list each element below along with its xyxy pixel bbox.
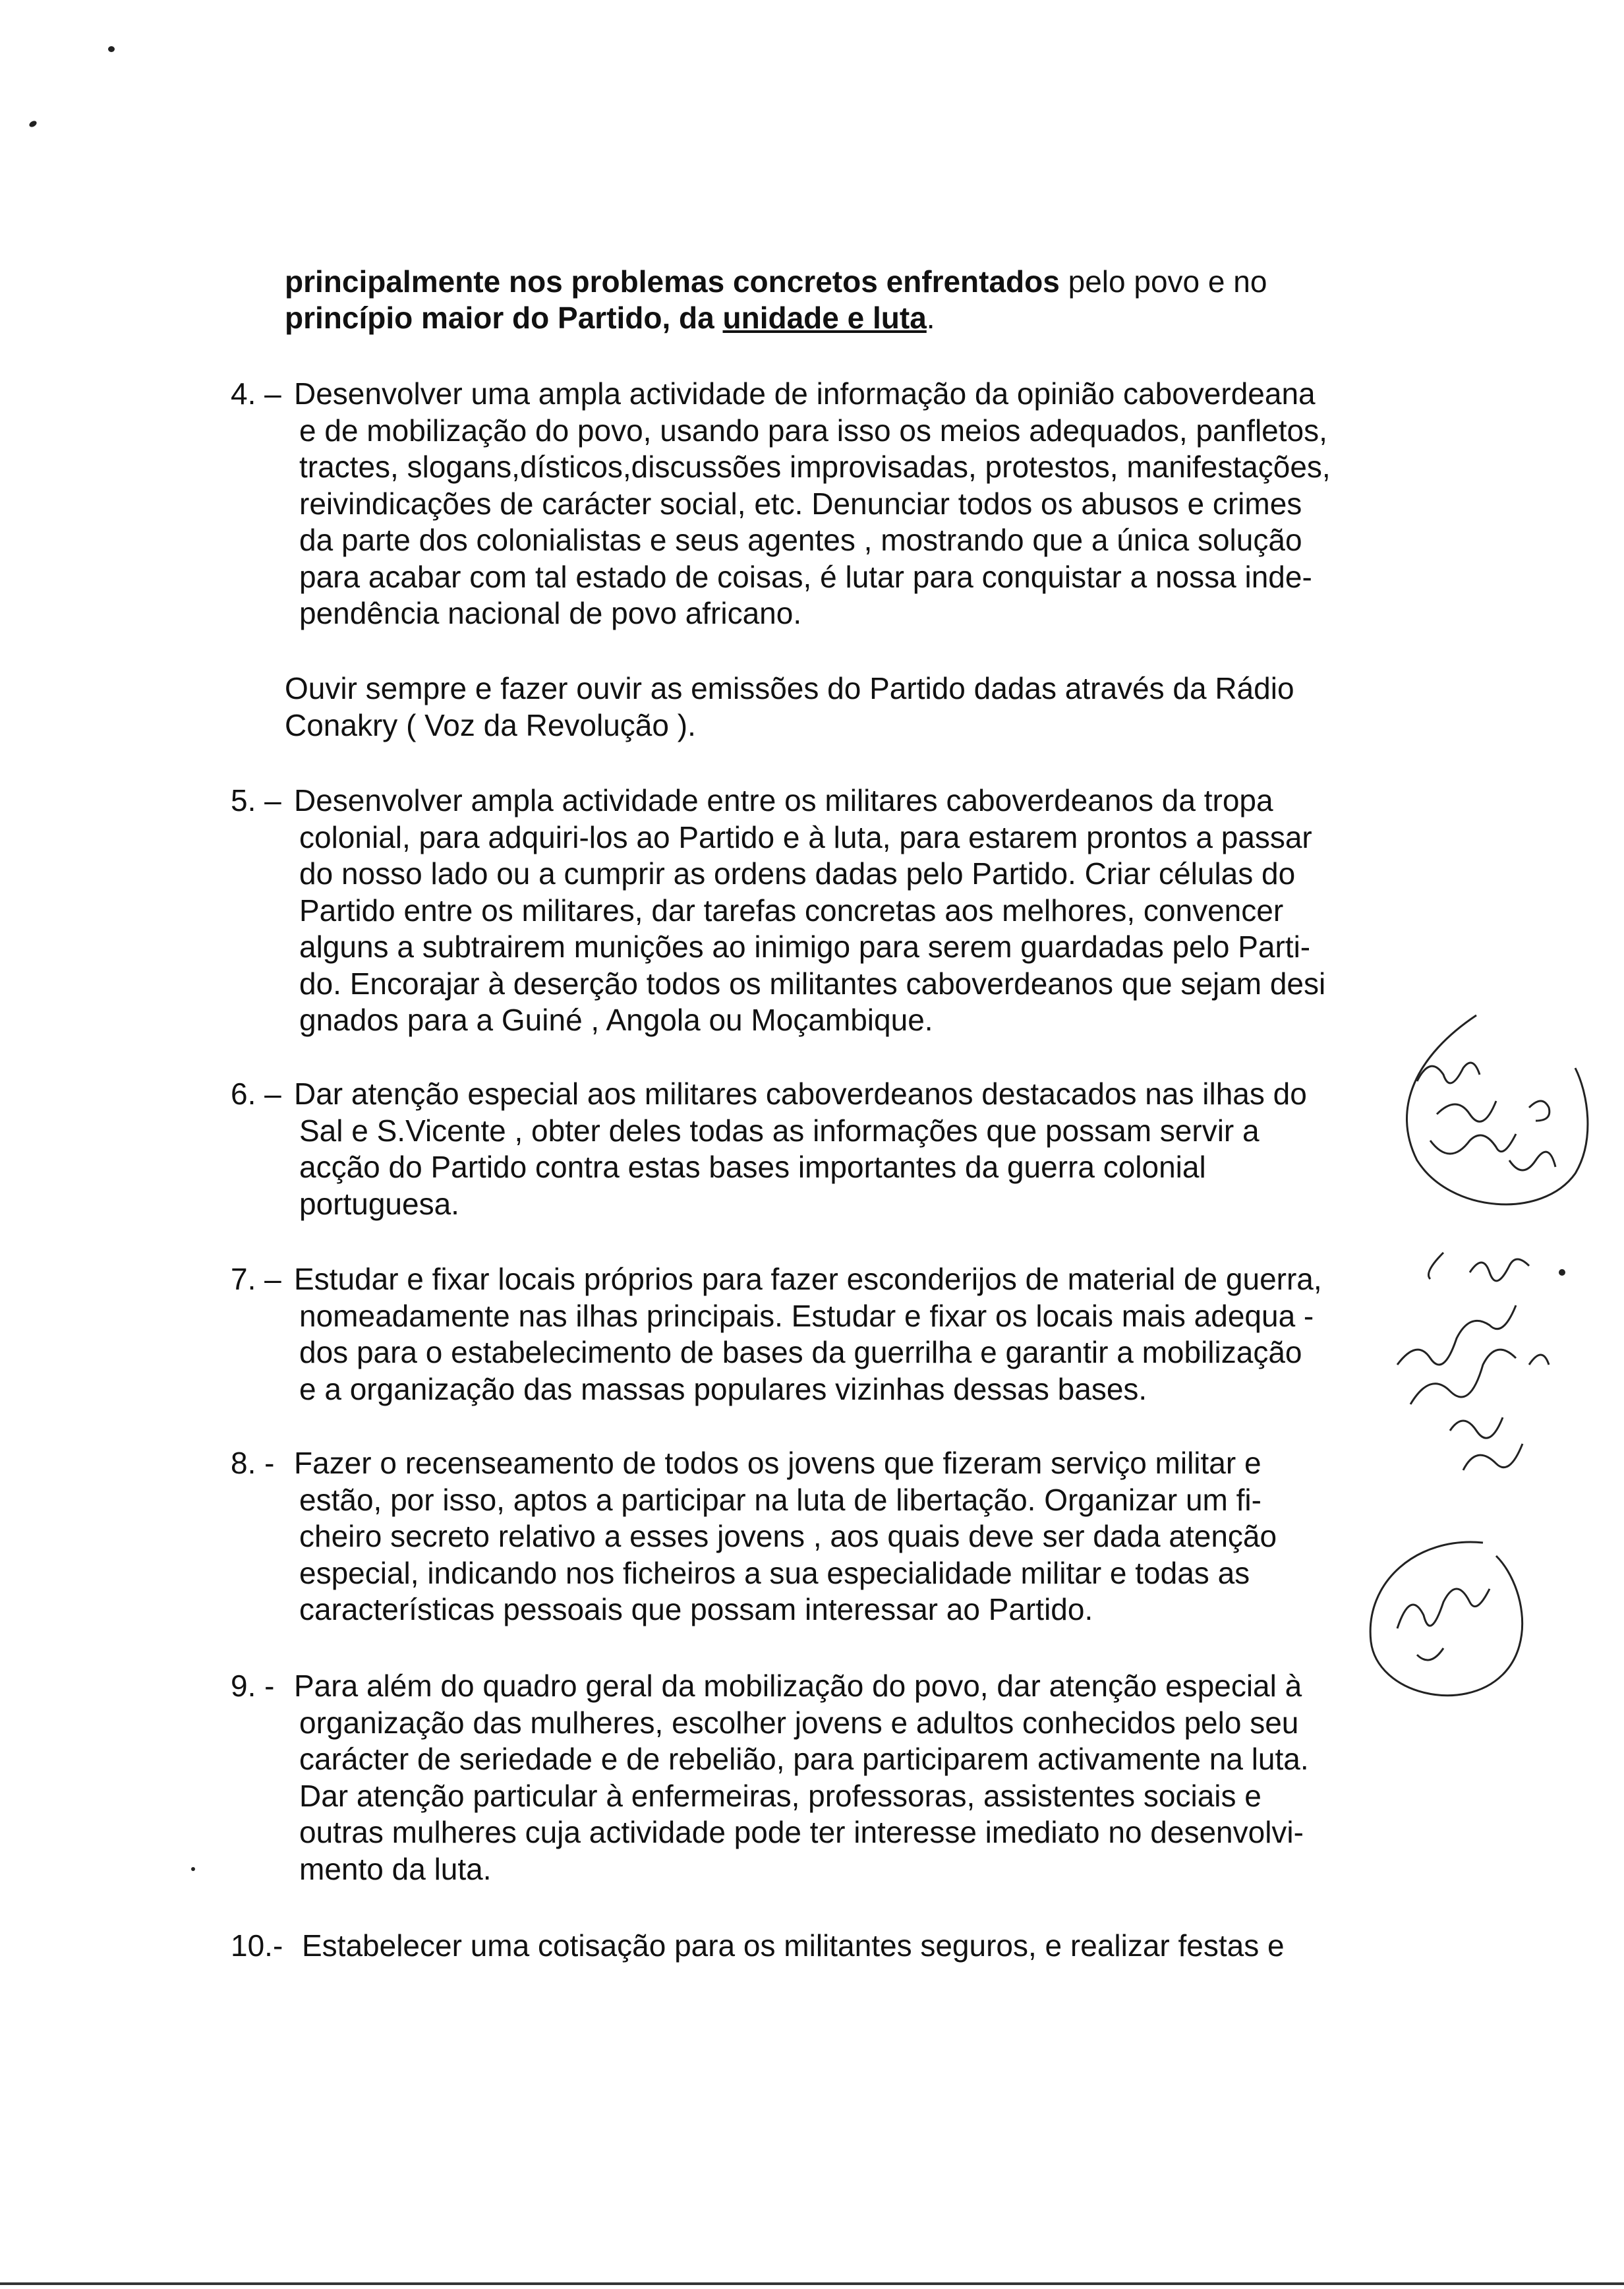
item-number: 8. - <box>231 1446 275 1480</box>
item-line: mento da luta. <box>299 1851 492 1886</box>
handwritten-annotation-circle-top <box>1378 1009 1602 1233</box>
item-line: e de mobilização do povo, usando para isso os meios adequados, panfletos, <box>299 413 1327 448</box>
item-body <box>294 1668 1428 1888</box>
intro-line-1 <box>285 264 1405 300</box>
intro-line-2 <box>285 300 1405 336</box>
item-body <box>302 1928 1436 1965</box>
intro-line-2-bold: princípio maior do Partido, da <box>285 301 723 335</box>
item-line: da parte dos colonialistas e seus agentes , mostrando que a única solução <box>299 523 1302 557</box>
item-line: especial, indicando nos ficheiros a sua especialidade militar e todas as <box>299 1555 1250 1590</box>
item-body <box>294 783 1428 1039</box>
item-line: Dar atenção particular à enfermeiras, professoras, assistentes sociais e <box>299 1778 1262 1813</box>
item-number: 9. - <box>231 1669 275 1703</box>
item-line: reivindicações de carácter social, etc. Denunciar todos os abusos e crimes <box>299 486 1302 521</box>
item-number: 6. – <box>231 1077 281 1111</box>
radio-paragraph <box>285 670 1405 744</box>
item-line: outras mulheres cuja actividade pode ter interesse imediato no desenvolvi- <box>299 1815 1304 1849</box>
item-line: do. Encorajar à deserção todos os militantes caboverdeanos que sejam desi <box>299 966 1326 1001</box>
paragraph-line: Conakry ( Voz da Revolução ). <box>285 707 696 742</box>
item-body <box>294 1445 1428 1628</box>
item-line: características pessoais que possam interessar ao Partido. <box>299 1592 1093 1626</box>
item-line: Para além do quadro geral da mobilização do povo, dar atenção especial à <box>294 1669 1302 1703</box>
paragraph-line: Ouvir sempre e fazer ouvir as emissões do Partido dadas através da Rádio <box>285 671 1294 705</box>
intro-line-1-rest: pelo povo e no <box>1059 264 1267 299</box>
item-line: estão, por isso, aptos a participar na luta de libertação. Organizar um fi- <box>299 1482 1262 1517</box>
item-body <box>294 376 1428 632</box>
item-line: alguns a subtrairem munições ao inimigo para serem guardadas pelo Parti- <box>299 930 1311 964</box>
item-line: do nosso lado ou a cumprir as ordens dadas pelo Partido. Criar células do <box>299 856 1296 891</box>
scan-speck <box>108 46 115 52</box>
item-line: e a organização das massas populares vizinhas dessas bases. <box>299 1371 1147 1406</box>
item-line: portuguesa. <box>299 1186 459 1221</box>
item-line: Sal e S.Vicente , obter deles todas as informações que possam servir a <box>299 1113 1260 1148</box>
item-line: para acabar com tal estado de coisas, é lutar para conquistar a nossa inde- <box>299 559 1312 594</box>
scan-bottom-edge <box>0 2282 1624 2285</box>
item-line: Estabelecer uma cotisação para os militantes seguros, e realizar festas e <box>302 1928 1285 1963</box>
item-line: gnados para a Guiné , Angola ou Moçambique. <box>299 1003 933 1037</box>
item-body <box>294 1076 1428 1222</box>
item-line: organização das mulheres, escolher jovens e adultos conhecidos pelo seu <box>299 1705 1299 1740</box>
item-line: Desenvolver ampla actividade entre os militares caboverdeanos da tropa <box>294 783 1273 818</box>
handwritten-annotation-circle-bottom <box>1351 1530 1549 1727</box>
scan-speck <box>191 1867 195 1871</box>
item-number: 5. – <box>231 783 281 818</box>
item-line: pendência nacional de povo africano. <box>299 596 802 630</box>
intro-paragraph <box>285 264 1405 336</box>
item-line: nomeadamente nas ilhas principais. Estudar e fixar os locais mais adequa - <box>299 1298 1314 1333</box>
item-line: Estudar e fixar locais próprios para fazer esconderijos de material de guerra, <box>294 1262 1322 1296</box>
item-body <box>294 1261 1428 1408</box>
item-number: 10.- <box>231 1928 283 1963</box>
handwritten-annotation-margin-notes <box>1371 1233 1582 1562</box>
item-line: tractes, slogans,dísticos,discussões improvisadas, protestos, manifestações, <box>299 450 1331 484</box>
item-line: carácter de seriedade e de rebelião, para participarem activamente na luta. <box>299 1742 1309 1776</box>
scan-speck <box>28 120 38 129</box>
item-line: Partido entre os militares, dar tarefas concretas aos melhores, convencer <box>299 893 1284 928</box>
intro-line-2-underlined: unidade e luta <box>722 301 927 335</box>
item-number: 7. – <box>231 1262 281 1296</box>
item-line: Dar atenção especial aos militares caboverdeanos destacados nas ilhas do <box>294 1077 1307 1111</box>
intro-line-2-end: . <box>926 301 935 335</box>
intro-line-1-bold: principalmente nos problemas concretos enfrentados <box>285 264 1060 299</box>
item-line: cheiro secreto relativo a esses jovens , aos quais deve ser dada atenção <box>299 1519 1277 1553</box>
item-number: 4. – <box>231 376 281 411</box>
item-line: Fazer o recenseamento de todos os jovens que fizeram serviço militar e <box>294 1446 1262 1480</box>
item-line: Desenvolver uma ampla actividade de informação da opinião caboverdeana <box>294 376 1316 411</box>
item-line: dos para o estabelecimento de bases da guerrilha e garantir a mobilização <box>299 1335 1302 1369</box>
item-line: colonial, para adquiri-los ao Partido e à luta, para estarem prontos a passar <box>299 819 1312 854</box>
item-line: acção do Partido contra estas bases importantes da guerra colonial <box>299 1150 1206 1184</box>
